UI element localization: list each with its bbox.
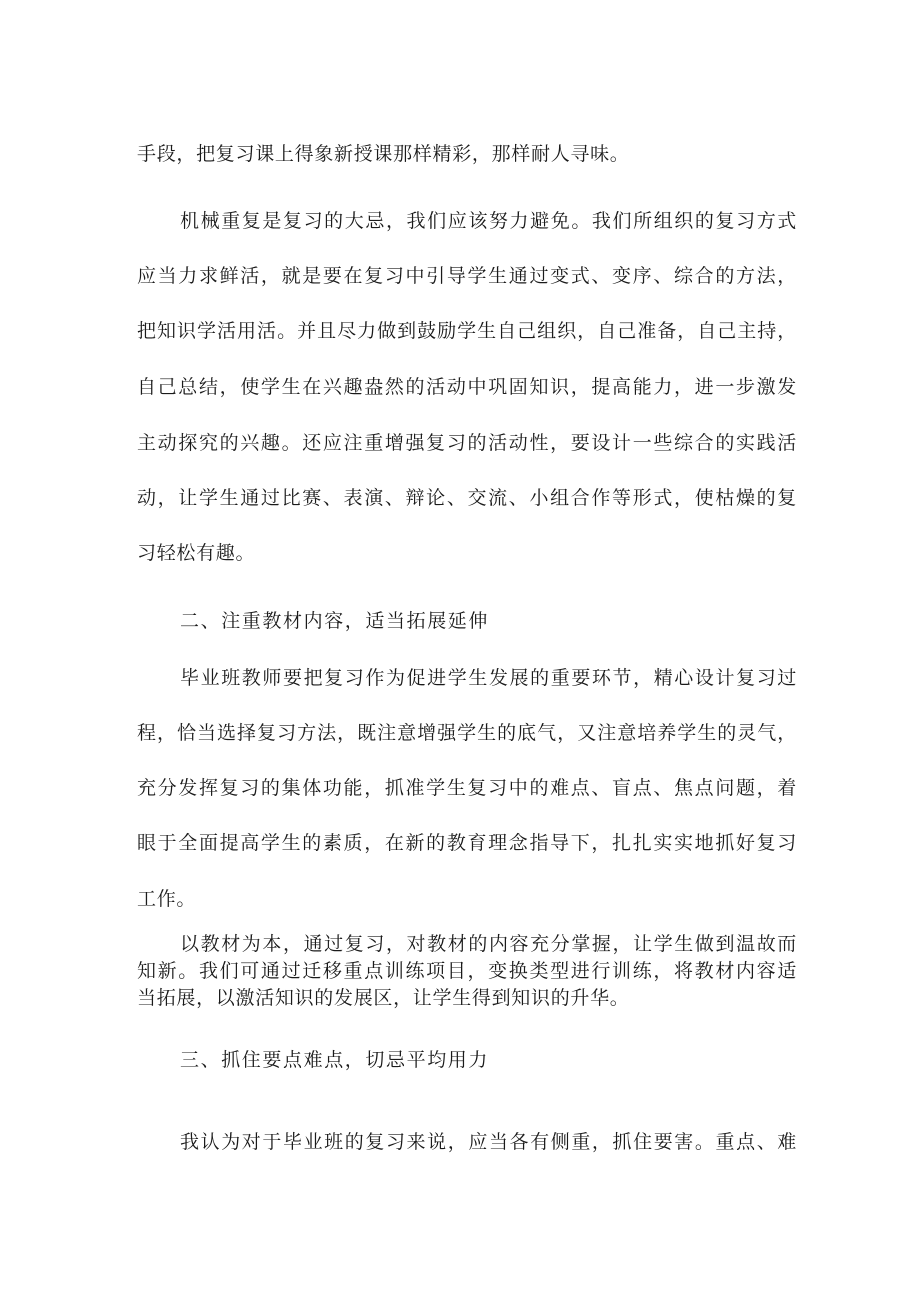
paragraph-line: 程，恰当选择复习方法，既注意增强学生的底气，又注意培养学生的灵气， bbox=[137, 722, 797, 744]
paragraph-line: 自己总结，使学生在兴趣盎然的活动中巩固知识，提高能力，进一步激发 bbox=[137, 376, 797, 398]
paragraph-line: 知新。我们可通过迁移重点训练项目，变换类型进行训练，将教材内容适 bbox=[137, 960, 797, 982]
paragraph-line: 机械重复是复习的大忌，我们应该努力避免。我们所组织的复习方式 bbox=[180, 210, 797, 232]
paragraph-line: 动，让学生通过比赛、表演、辩论、交流、小组合作等形式，使枯燥的复 bbox=[137, 487, 797, 509]
paragraph-line: 当拓展，以激活知识的发展区，让学生得到知识的升华。 bbox=[137, 987, 630, 1009]
paragraph-line: 我认为对于毕业班的复习来说，应当各有侧重，抓住要害。重点、难 bbox=[180, 1131, 797, 1153]
paragraph-line: 充分发挥复习的集体功能，抓准学生复习中的难点、盲点、焦点问题，着 bbox=[137, 777, 797, 799]
paragraph-line: 习轻松有趣。 bbox=[137, 542, 256, 564]
paragraph-line: 主动探究的兴趣。还应注重增强复习的活动性，要设计一些综合的实践活 bbox=[137, 432, 797, 454]
paragraph-line: 手段，把复习课上得象新授课那样精彩，那样耐人寻味。 bbox=[137, 143, 630, 165]
section-heading: 三、抓住要点难点，切忌平均用力 bbox=[180, 1049, 490, 1071]
section-heading: 二、注重教材内容，适当拓展延伸 bbox=[180, 610, 490, 632]
paragraph-line: 以教材为本，通过复习，对教材的内容充分掌握，让学生做到温故而 bbox=[180, 933, 797, 955]
paragraph-line: 眼于全面提高学生的素质，在新的教育理念指导下，扎扎实实地抓好复习 bbox=[137, 832, 797, 854]
paragraph-line: 毕业班教师要把复习作为促进学生发展的重要环节，精心设计复习过 bbox=[180, 667, 797, 689]
paragraph-line: 应当力求鲜活，就是要在复习中引导学生通过变式、变序、综合的方法， bbox=[137, 265, 797, 287]
paragraph-line: 把知识学活用活。并且尽力做到鼓励学生自己组织，自己准备，自己主持， bbox=[137, 320, 797, 342]
paragraph-line: 工作。 bbox=[137, 888, 197, 910]
